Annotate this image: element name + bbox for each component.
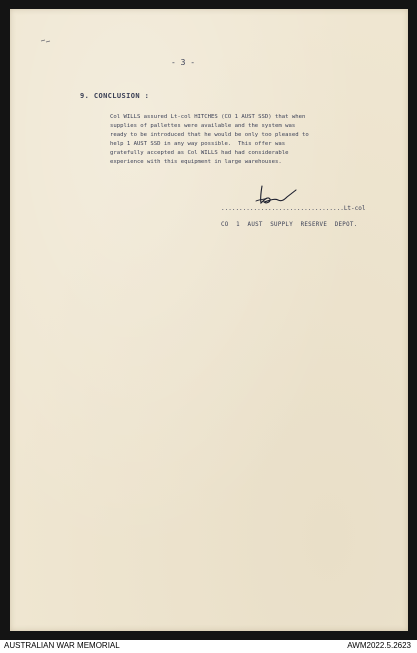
pencil-margin-mark <box>40 38 52 44</box>
institution-label: AUSTRALIAN WAR MEMORIAL <box>4 641 120 650</box>
reference-number: AWM2022.5.2623 <box>347 641 411 650</box>
signature-title: CO 1 AUST SUPPLY RESERVE DEPOT. <box>221 222 358 228</box>
body-line: experience with this equipment in large warehouses. <box>110 159 282 165</box>
body-line: Col WILLS assured Lt-col HITCHES (CO 1 AUST SSD) that when <box>110 114 306 120</box>
body-line: help 1 AUST SSD in any way possible. This offer was <box>110 141 286 147</box>
document-page <box>10 9 408 631</box>
page-number: - 3 - <box>171 58 196 67</box>
body-line: ready to be introduced that he would be only too pleased to <box>110 132 309 138</box>
body-line: gratefully accepted as Col WILLS had had considerable <box>110 150 289 156</box>
section-heading: 9. CONCLUSION : <box>80 92 150 100</box>
signature-line: ..................................Lt-col <box>221 205 366 212</box>
body-line: supplies of pallettes were available and the system was <box>110 123 296 129</box>
